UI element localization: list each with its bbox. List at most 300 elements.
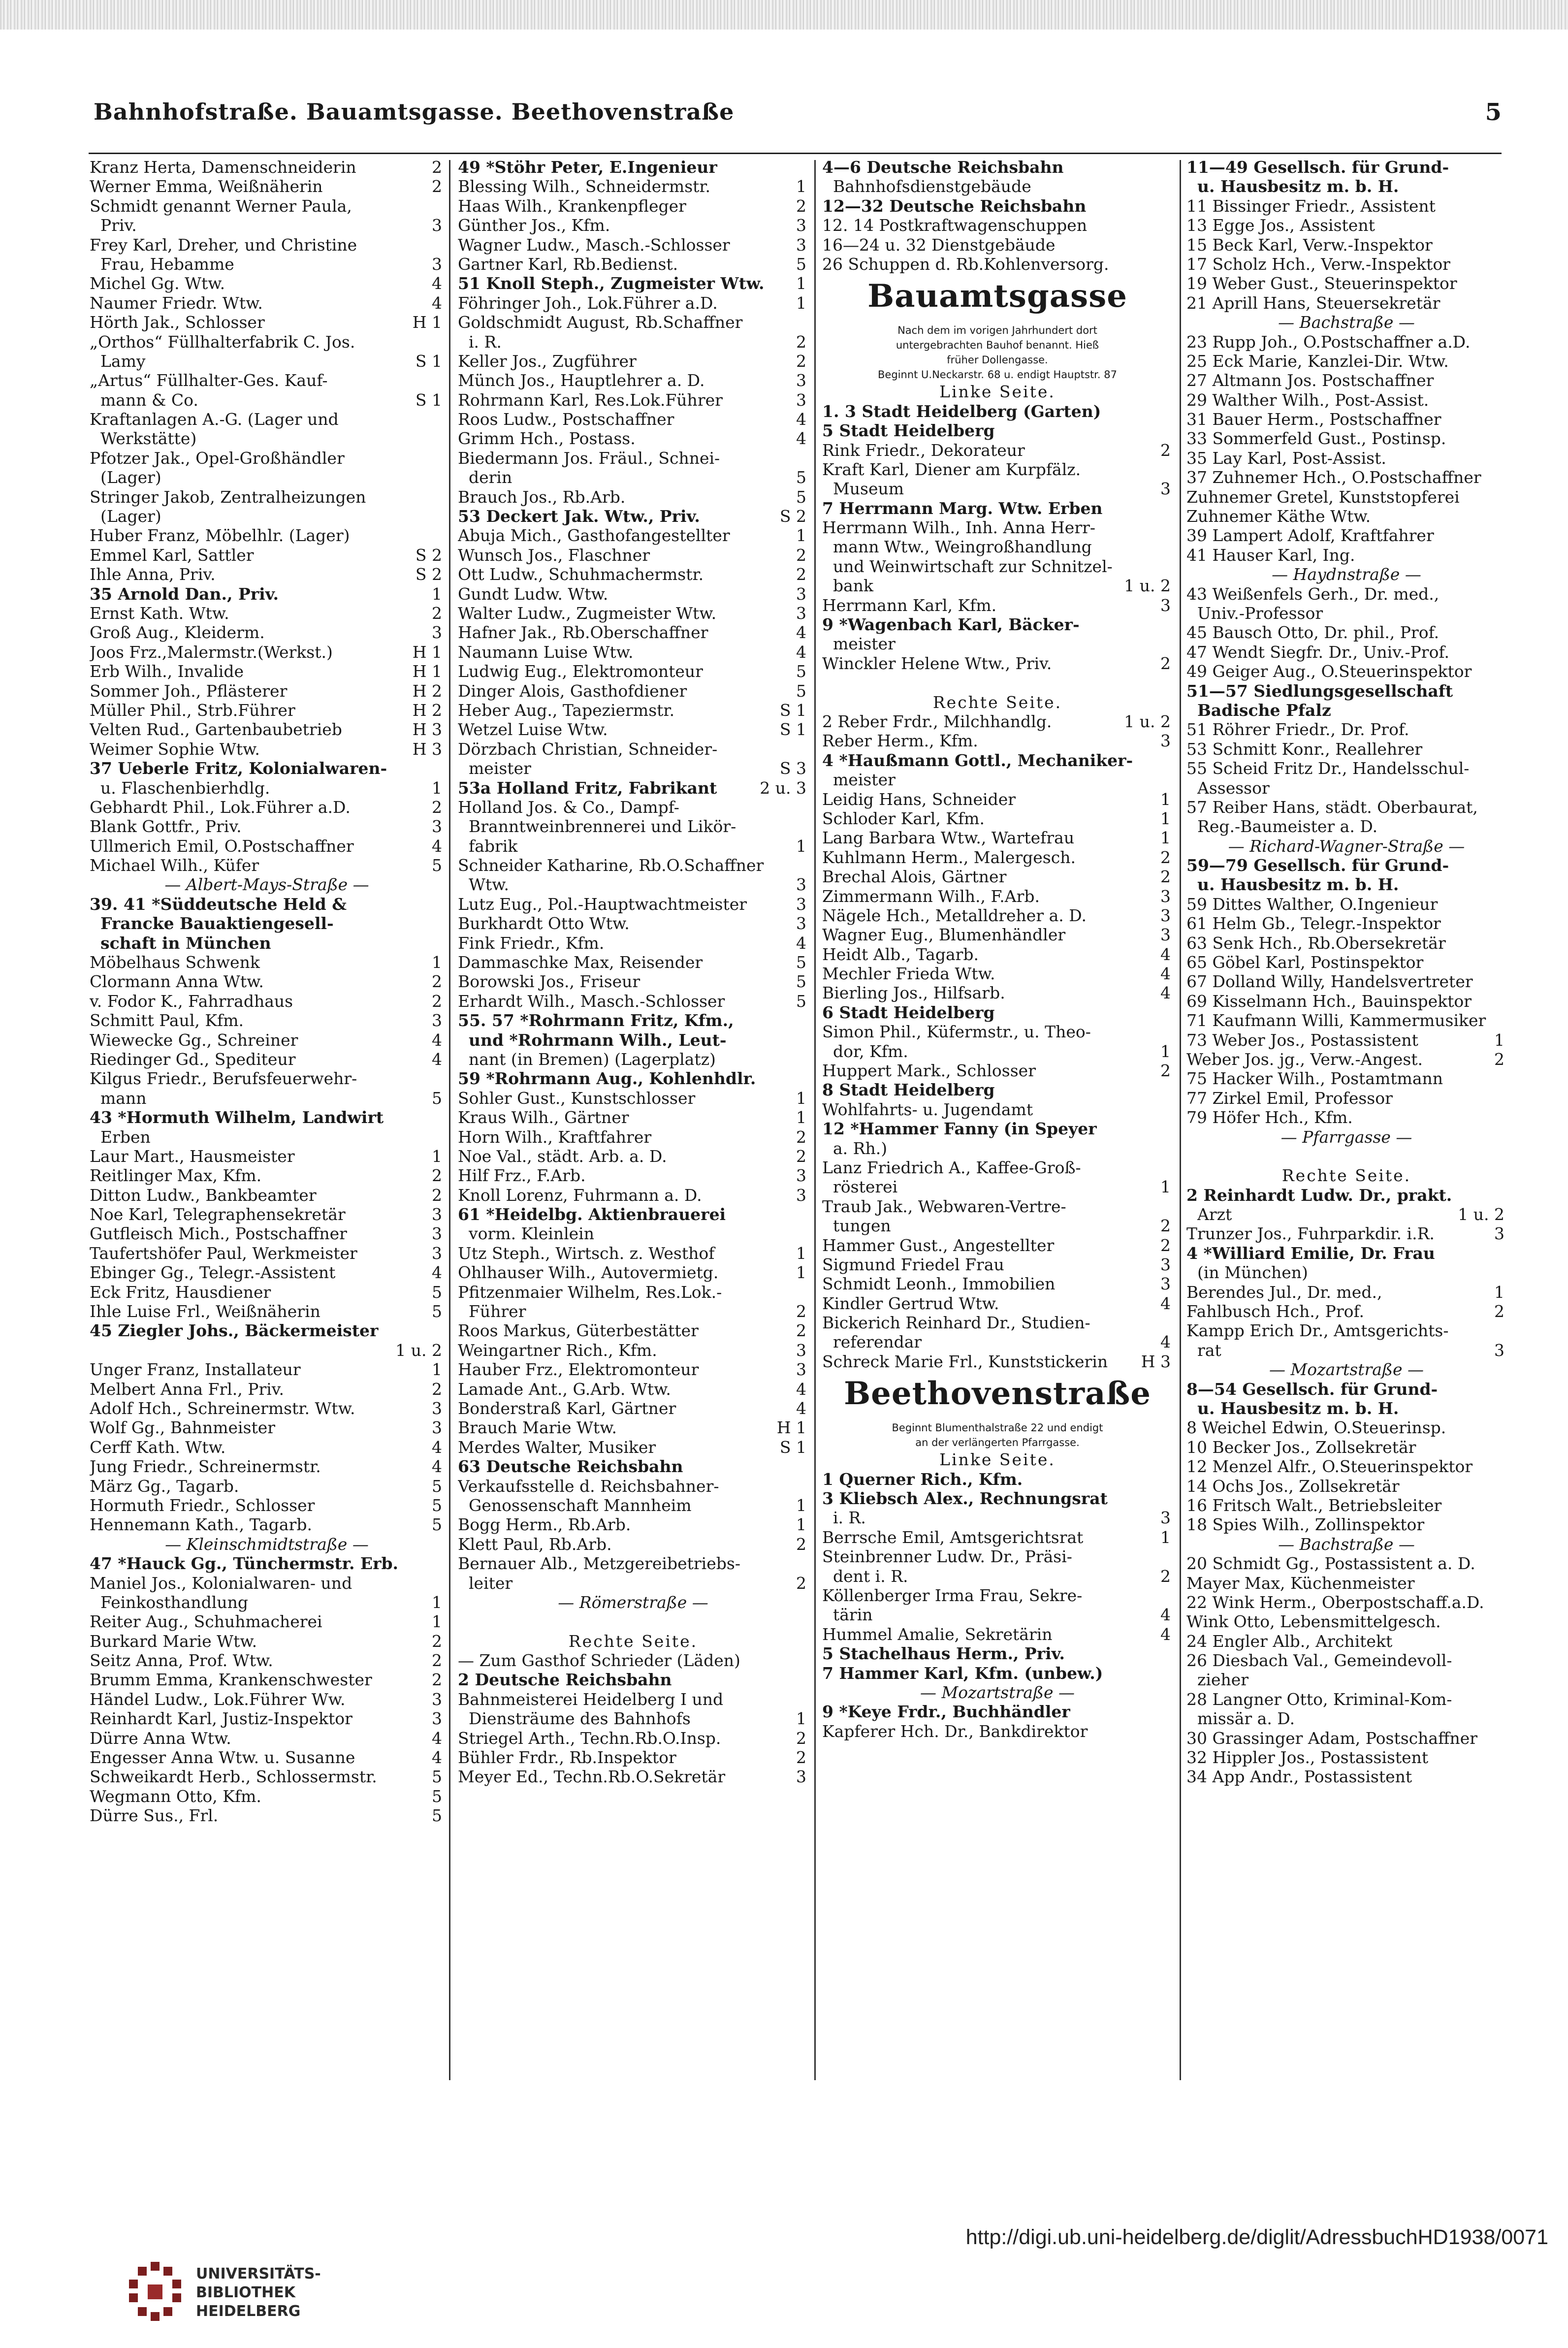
entry-text: 79 Höfer Hch., Kfm. [1186,1108,1353,1127]
entry-text: Melbert Anna Frl., Priv. [90,1379,285,1399]
floor-number: 2 [1157,1236,1171,1255]
entry-text: Leidig Hans, Schneider [822,789,1016,809]
directory-entry [458,293,808,313]
entry-text: „Orthos“ Füllhalterfabrik C. Jos. [90,332,355,352]
entry-text: 23 Rupp Joh., O.Postschaffner a.D. [1186,332,1471,352]
entry-text: a. Rh.) [833,1138,888,1158]
directory-entry [822,1216,1173,1235]
entry-text: 9 *Keye Frdr., Buchhändler [822,1702,1070,1722]
directory-entry [458,255,808,274]
floor-number: 3 [793,390,806,410]
entry-text: 49 *Stöhr Peter, E.Ingenieur [458,158,717,177]
entry-text: Hummel Amalie, Sekretärin [822,1624,1053,1644]
entry-text: Kuhlmann Herm., Malergesch. [822,847,1076,867]
entry-text: leiter [469,1573,513,1593]
entry-text: Cerff Kath. Wtw. [90,1437,226,1457]
directory-entry [1186,235,1506,255]
directory-entry [458,487,808,507]
directory-entry [822,1022,1173,1041]
cross-street-marker [1186,1360,1506,1379]
floor-number: 3 [793,235,806,255]
entry-text: 33 Sommerfeld Gust., Postinsp. [1186,429,1446,449]
entry-text: Dinger Alois, Gasthofdiener [458,681,687,701]
entry-text: Kampp Erich Dr., Amtsgerichts- [1186,1321,1449,1341]
directory-entry [458,875,808,894]
floor-number: 1 u. 2 [1121,712,1171,731]
directory-entry [90,546,444,565]
entry-text: Ernst Kath. Wtw. [90,603,229,623]
entry-text: Heber Aug., Tapeziermstr. [458,700,675,720]
entry-text: Meyer Ed., Techn.Rb.O.Sekretär [458,1767,726,1787]
floor-number: 4 [1157,945,1171,964]
floor-number: 1 u. 2 [1121,576,1171,595]
directory-entry [458,1050,808,1069]
entry-text: Kapferer Hch. Dr., Bankdirektor [822,1721,1088,1741]
floor-number: 2 [793,1321,806,1340]
entry-text: Diensträume des Bahnhofs [469,1709,691,1729]
directory-entry [458,1011,808,1030]
directory-entry [822,1470,1173,1489]
entry-text: Keller Jos., Zugführer [458,351,637,371]
directory-entry [458,526,808,545]
floor-number: 3 [429,1418,442,1437]
street-note: an der verlängerten Pfarrgasse. [915,1437,1080,1449]
directory-entry [1186,1147,1506,1166]
entry-text: Schreck Marie Frl., Kunststickerin [822,1351,1108,1371]
floor-number: 4 [793,1380,806,1399]
entry-text: Brauch Marie Wtw. [458,1418,617,1438]
column-divider [814,160,816,2080]
entry-text: Stringer Jakob, Zentralheizungen [90,487,366,507]
floor-number: 2 [793,196,806,216]
entry-text: 53 Schmitt Konr., Reallehrer [1186,739,1423,759]
side-heading [822,1450,1173,1469]
entry-text: Ludwig Eug., Elektromonteur [458,662,703,681]
entry-text: — Römerstraße — [558,1592,708,1612]
side-heading [458,1632,808,1651]
directory-entry [90,1729,444,1748]
directory-entry [90,1341,444,1360]
directory-entry [822,770,1173,789]
directory-entry [90,1748,444,1767]
entry-text: Günther Jos., Kfm. [458,216,610,235]
floor-number: 4 [793,429,806,448]
entry-text: — Pfarrgasse — [1280,1127,1412,1147]
entry-text: u. Hausbesitz m. b. H. [1197,1399,1399,1418]
floor-number: 4 [793,643,806,662]
directory-entry [90,1360,444,1379]
directory-entry [90,507,444,526]
floor-number: 3 [1157,731,1171,750]
directory-entry [1186,1651,1506,1670]
entry-text: Walter Ludw., Zugmeister Wtw. [458,603,717,623]
directory-entry [822,925,1173,944]
entry-text: Fink Friedr., Kfm. [458,933,605,953]
cross-street-marker [1186,565,1506,584]
entry-text: Rechte Seite. [932,692,1062,712]
directory-entry [458,740,808,759]
entry-text: 25 Eck Marie, Kanzlei-Dir. Wtw. [1186,351,1449,371]
entry-text: Trunzer Jos., Fuhrparkdir. i.R. [1186,1224,1435,1244]
floor-number: 2 [429,1166,442,1185]
directory-entry [1186,953,1506,972]
entry-text: 3 Kliebsch Alex., Rechnungsrat [822,1489,1108,1509]
entry-text: 41 Hauser Karl, Ing. [1186,545,1355,565]
entry-text: Clormann Anna Wtw. [90,972,264,992]
floor-number: H 2 [410,701,442,720]
floor-number: 1 [1157,790,1171,809]
directory-entry [822,887,1173,906]
entry-text: Adolf Hch., Schreinermstr. Wtw. [90,1399,355,1418]
directory-entry [90,720,444,739]
entry-text: Joos Frz.,Malermstr.(Werkst.) [90,642,333,662]
entry-text: Hammer Gust., Angestellter [822,1235,1055,1255]
entry-text: 1 Querner Rich., Kfm. [822,1469,1023,1489]
entry-text: Werkstätte) [100,429,197,449]
floor-number: 3 [793,216,806,235]
floor-number: 2 [429,158,442,177]
entry-text: u. Flaschenbierhdlg. [100,778,270,798]
directory-entry [822,518,1173,537]
entry-text: Herrmann Karl, Kfm. [822,595,997,615]
floor-number: S 1 [777,720,806,739]
directory-entry [90,371,444,390]
entry-text: Laur Mart., Hausmeister [90,1146,295,1166]
directory-entry [90,1554,444,1573]
directory-entry [822,983,1173,1002]
entry-text: tungen [833,1216,891,1236]
directory-entry [90,410,444,429]
directory-entry [90,895,444,914]
directory-entry [1186,1477,1506,1496]
directory-entry [458,1127,808,1147]
cross-street-marker [458,1593,808,1612]
directory-entry [90,1457,444,1476]
entry-text: Goldschmidt August, Rb.Schaffner [458,313,743,332]
directory-entry [458,1690,808,1709]
column-divider [449,160,450,2080]
directory-entry [1186,1709,1506,1728]
entry-text: 47 Wendt Siegfr. Dr., Univ.-Prof. [1186,642,1449,662]
directory-entry [90,1690,444,1709]
floor-number: 3 [793,371,806,390]
cross-street-marker [90,875,444,894]
entry-text: 55. 57 *Rohrmann Fritz, Kfm., [458,1011,734,1030]
entry-text: Kranz Herta, Damenschneiderin [90,158,356,177]
entry-text: meister [833,634,896,654]
directory-entry [1186,158,1506,177]
directory-entry [822,751,1173,770]
entry-text: Ohlhauser Wilh., Autovermietg. [458,1263,719,1283]
directory-entry [1186,933,1506,953]
entry-text: Borowski Jos., Friseur [458,972,640,992]
directory-entry [1186,1186,1506,1205]
directory-entry [458,1418,808,1437]
floor-number: 5 [793,487,806,507]
floor-number: 3 [429,1011,442,1030]
directory-entry [1186,875,1506,894]
floor-number: 5 [793,662,806,681]
floor-number: 4 [429,1050,442,1069]
directory-entry [1186,643,1506,662]
entry-text: Münch Jos., Hauptlehrer a. D. [458,371,705,390]
floor-number: 3 [429,1224,442,1243]
directory-entry [1186,817,1506,836]
floor-number: 2 [1157,654,1171,673]
source-url-link[interactable]: http://digi.ub.uni-heidelberg.de/diglit/AdressbuchHD1938/0071 [965,2225,1548,2249]
floor-number: 3 [429,1690,442,1709]
floor-number: 5 [793,972,806,991]
entry-text: 10 Becker Jos., Zollsekretär [1186,1437,1416,1457]
entry-text: 63 Senk Hch., Rb.Obersekretär [1186,933,1446,953]
floor-number: 5 [429,1767,442,1786]
entry-text: Bogg Herm., Rb.Arb. [458,1515,631,1535]
entry-text: Museum [833,479,904,499]
entry-text: Schneider Katharine, Rb.O.Schaffner [458,856,764,875]
library-footer [0,2216,1568,2348]
directory-entry [458,701,808,720]
directory-entry [90,1438,444,1457]
floor-number: 4 [429,274,442,293]
directory-entry [458,1457,808,1476]
floor-number: 5 [429,856,442,875]
directory-entry [458,1651,808,1670]
floor-number: 4 [1157,1605,1171,1624]
directory-entry [90,1787,444,1806]
entry-text: 51 Röhrer Friedr., Dr. Prof. [1186,720,1409,740]
directory-entry [90,313,444,332]
entry-text: Jung Friedr., Schreinermstr. [90,1457,321,1477]
floor-number: 2 [793,1302,806,1321]
directory-entry [90,293,444,313]
directory-entry [1186,701,1506,720]
entry-text: und Weinwirtschaft zur Schnitzel- [833,556,1113,576]
directory-entry [1186,778,1506,798]
street-note: früher Dollengasse. [947,354,1048,366]
directory-entry [90,390,444,410]
directory-entry [90,584,444,604]
entry-text: 47 *Hauck Gg., Tünchermstr. Erb. [90,1554,399,1574]
entry-text: Blank Gottfr., Priv. [90,817,242,836]
entry-text: 12 Menzel Alfr., O.Steuerinspektor [1186,1457,1473,1477]
directory-entry [90,1709,444,1728]
floor-number: 2 [429,992,442,1011]
floor-number: 1 [793,177,806,196]
floor-number: 3 [793,1767,806,1786]
street-note: Beginnt U.Neckarstr. 68 u. endigt Hauptstr. 87 [878,369,1117,381]
directory-entry [458,196,808,216]
entry-text: Brauch Jos., Rb.Arb. [458,487,626,507]
floor-number: 5 [429,1515,442,1534]
header-rule [89,153,1502,154]
entry-text: Frey Karl, Dreher, und Christine [90,235,357,255]
floor-number: S 1 [413,352,442,371]
directory-entry [1186,1030,1506,1050]
directory-entry [822,828,1173,847]
floor-number: 1 [1157,828,1171,847]
library-name-line: HEIDELBERG [196,2303,301,2320]
entry-text: Lutz Eug., Pol.-Hauptwachtmeister [458,894,747,914]
directory-entry [90,643,444,662]
directory-entry [458,1147,808,1166]
entry-text: 14 Ochs Jos., Zollsekretär [1186,1476,1400,1496]
floor-number: 5 [429,1806,442,1825]
column-4 [1186,158,1506,2088]
directory-entry [1186,1108,1506,1127]
floor-number: S 2 [413,546,442,565]
directory-entry [90,778,444,798]
entry-text: 53 Deckert Jak. Wtw., Priv. [458,507,700,526]
floor-number: 1 [429,1147,442,1166]
directory-entry [822,790,1173,809]
directory-entry [822,479,1173,498]
directory-entry [458,856,808,875]
entry-text: 7 Hammer Karl, Kfm. (unbew.) [822,1663,1103,1683]
entry-text: März Gg., Tagarb. [90,1476,239,1496]
street-heading: Bauamtsgasse [867,278,1127,315]
entry-text: Holland Jos. & Co., Dampf- [458,797,679,817]
floor-number: 1 [1157,1528,1171,1547]
directory-entry [1186,1748,1506,1767]
directory-entry [1186,352,1506,371]
entry-text: derin [469,468,512,487]
entry-text: 73 Weber Jos., Postassistent [1186,1030,1418,1050]
directory-entry [822,576,1173,595]
entry-text: Gebhardt Phil., Lok.Führer a.D. [90,797,351,817]
directory-entry [458,1438,808,1457]
directory-entry [90,992,444,1011]
directory-entry [458,895,808,914]
entry-text: Huber Franz, Möbelhlr. (Lager) [90,526,350,546]
directory-entry [458,1244,808,1263]
entry-text: Händel Ludw., Lok.Führer Ww. [90,1689,346,1709]
entry-text: — Zum Gasthof Schrieder (Läden) [458,1651,740,1671]
entry-text: Hormuth Friedr., Schlosser [90,1495,315,1515]
floor-number: 2 [429,604,442,623]
entry-text: Mechler Frieda Wtw. [822,964,995,984]
directory-entry [458,817,808,836]
floor-number: 2 [429,798,442,817]
directory-entry [1186,371,1506,390]
floor-number: 1 [1157,1177,1171,1196]
entry-text: Wegmann Otto, Kfm. [90,1786,261,1806]
directory-entry [90,1147,444,1166]
directory-entry [822,1119,1173,1138]
floor-number: 3 [793,1360,806,1379]
floor-number: 4 [793,933,806,953]
floor-number: 4 [1157,983,1171,1002]
entry-text: Noe Karl, Telegraphensekretär [90,1205,346,1224]
directory-entry [458,992,808,1011]
entry-text: — Bachstraße — [1278,1534,1415,1554]
entry-text: Mayer Max, Küchenmeister [1186,1573,1415,1593]
page-number: 5 [1485,98,1502,126]
directory-entry [1186,507,1506,526]
directory-entry [458,1069,808,1088]
entry-text: 12 *Hammer Fanny (in Speyer [822,1119,1097,1139]
directory-entry [1186,274,1506,293]
directory-entry [458,352,808,371]
entry-text: Klett Paul, Rb.Arb. [458,1534,612,1554]
entry-text: nant (in Bremen) (Lagerplatz) [469,1049,716,1069]
entry-text: Haas Wilh., Krankenpfleger [458,196,686,216]
entry-text: 63 Deutsche Reichsbahn [458,1457,683,1477]
entry-text: rat [1197,1340,1221,1360]
street-note: untergebrachten Bauhof benannt. Hieß [896,339,1099,352]
entry-text: Bonderstraß Karl, Gärtner [458,1399,676,1418]
directory-entry [822,906,1173,925]
directory-entry [90,623,444,642]
floor-number: 3 [793,875,806,894]
directory-entry [458,643,808,662]
directory-entry [458,507,808,526]
entry-text: 19 Weber Gust., Steuerinspektor [1186,274,1457,293]
directory-entry [458,1612,808,1631]
entry-text: Wohlfahrts- u. Jugendamt [822,1099,1033,1119]
column-2 [458,158,808,2088]
entry-text: Branntweinbrennerei und Likör- [469,817,736,836]
floor-number: H 1 [410,662,442,681]
directory-entry [458,1380,808,1399]
floor-number: 3 [1157,1274,1171,1293]
cross-street-marker [1186,1535,1506,1554]
directory-entry [1186,604,1506,623]
page-header [79,98,1506,133]
entry-text: schaft in München [100,933,271,953]
directory-entry [822,1236,1173,1255]
floor-number: 1 [793,1515,806,1534]
entry-text: 6 Stadt Heidelberg [822,1002,995,1022]
entry-text: Traub Jak., Webwaren-Vertre- [822,1196,1066,1216]
directory-entry [90,487,444,507]
entry-text: mann & Co. [100,390,198,410]
floor-number: 2 [793,565,806,584]
entry-text: Schmidt genannt Werner Paula, [90,196,352,216]
entry-text: i. R. [833,1508,866,1528]
entry-text: Zuhnemer Käthe Wtw. [1186,507,1371,526]
entry-text: mann Wtw., Weingroßhandlung [833,537,1092,557]
entry-text: Frau, Hebamme [100,254,234,274]
directory-entry [822,1702,1173,1721]
floor-number: 2 [429,177,442,196]
floor-number: 1 [1157,809,1171,828]
directory-entry [90,836,444,856]
street-note: Beginnt Blumenthalstraße 22 und endigt [892,1422,1103,1434]
entry-text: Schmitt Paul, Kfm. [90,1011,244,1030]
entry-text: Heidt Alb., Tagarb. [822,944,979,964]
directory-entry [822,945,1173,964]
floor-number: 2 [1157,1216,1171,1235]
entry-text: 67 Dolland Willy, Handelsvertreter [1186,972,1473,992]
entry-text: Kraftanlagen A.-G. (Lager und [90,410,339,429]
directory-entry [458,1321,808,1340]
directory-entry [90,1477,444,1496]
directory-entry [90,1108,444,1127]
directory-entry [1186,584,1506,604]
floor-number: 3 [1157,1508,1171,1527]
cross-street-marker [1186,836,1506,856]
floor-number: H 1 [774,1418,806,1437]
directory-entry [822,809,1173,828]
directory-entry [1186,1729,1506,1748]
directory-entry [458,662,808,681]
entry-text: Striegel Arth., Techn.Rb.O.Insp. [458,1728,721,1748]
floor-number: 2 u. 3 [757,778,806,798]
entry-text: 20 Schmidt Gg., Postassistent a. D. [1186,1554,1475,1574]
directory-entry [1186,487,1506,507]
directory-entry [822,867,1173,886]
entry-text: Rechte Seite. [1281,1166,1411,1186]
